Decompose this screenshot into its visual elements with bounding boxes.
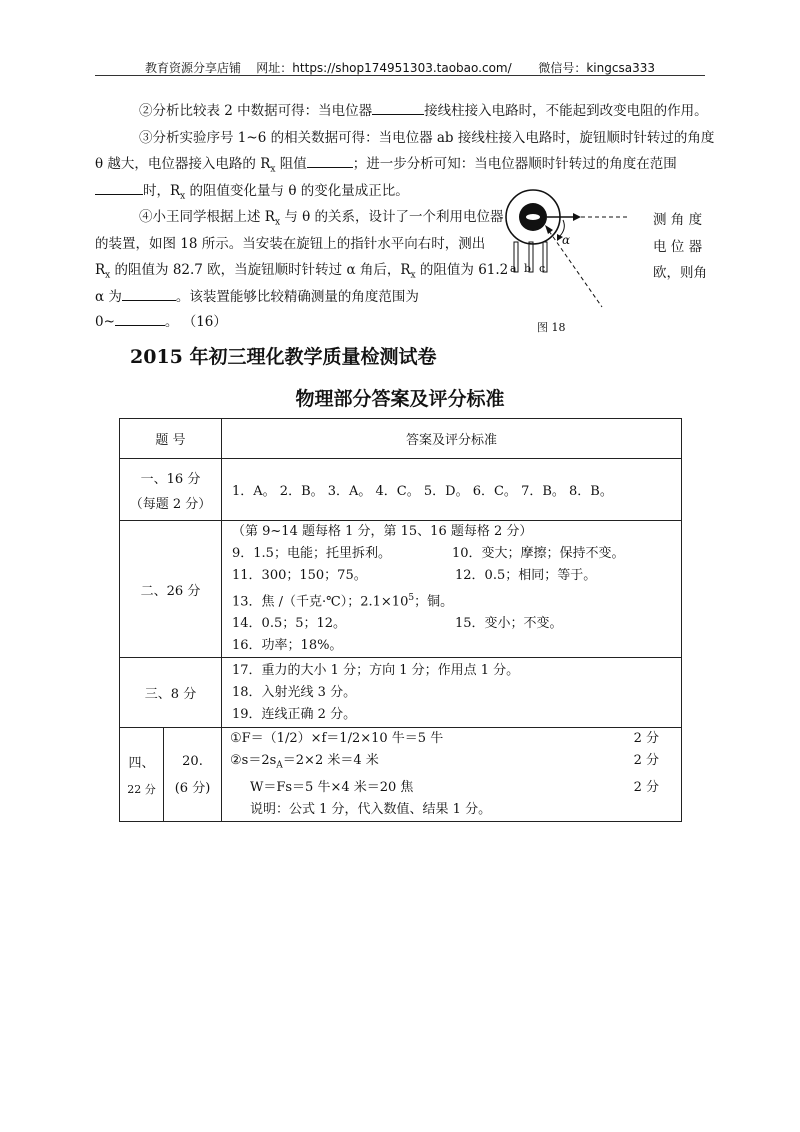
answer-line [232, 543, 681, 565]
text: 0~ [95, 314, 115, 330]
question-score: (6 分) [174, 780, 211, 796]
answer-item: W＝Fs＝5 牛×4 米＝20 焦 [250, 779, 414, 795]
section-score: 22 分 [127, 783, 156, 797]
answer-item: 10．变大；摩擦；保持不变。 [452, 546, 625, 561]
text: R [95, 262, 106, 278]
question-line-1 [139, 102, 708, 120]
answer-blank [372, 102, 424, 115]
figure-caption: 图 18 [537, 321, 566, 334]
figure-side-text-1: 测 角 度 [653, 212, 703, 228]
superscript: 5 [408, 593, 415, 603]
answer-line: 18．入射光线 3 分。 [232, 684, 357, 700]
question-line-5 [139, 208, 504, 232]
score-label: 2 分 [633, 753, 659, 769]
figure-side-text-3: 欧，则角 [653, 265, 707, 281]
answer-line: 19．连线正确 2 分。 [232, 706, 357, 722]
page-header [95, 59, 705, 76]
section-2-answers [222, 521, 682, 658]
wechat-id: 微信号：kingcsa333 [538, 61, 655, 75]
answer-item: 11．300；150；75。 [232, 568, 367, 583]
table-row [120, 658, 682, 728]
answer-item: ①F＝（1/2）×f＝1/2×10 牛＝5 牛 [230, 731, 444, 747]
table-row [120, 521, 682, 658]
question-line-7 [95, 261, 508, 285]
answer-item: 14．0.5；5；12。 [232, 616, 347, 632]
terminal-b: b [524, 262, 532, 275]
answer-blank [307, 155, 353, 168]
section-1-cell [120, 459, 222, 521]
score-label: 2 分 [633, 731, 659, 747]
text: ②分析比较表 2 中数据可得：当电位器 [139, 103, 373, 119]
subscript: x [410, 270, 416, 281]
text: ④小王同学根据上述 R [139, 209, 275, 225]
text: 阻值 [275, 156, 307, 172]
subscript: A [276, 760, 283, 771]
subscript: x [270, 164, 276, 175]
question-line-6 [95, 235, 485, 253]
answer-item: ②s＝2s [230, 753, 277, 769]
figure-side-text-2: 电 位 器 [653, 239, 703, 255]
terminal-c: c [539, 262, 546, 275]
subscript: x [180, 191, 186, 202]
text: 的装置，如图 18 所示。当安装在旋钮上的指针水平向右时，测出 [95, 236, 486, 252]
header-answer-criteria: 答案及评分标准 [222, 419, 682, 459]
potentiometer-figure [497, 187, 637, 315]
question-line-2 [139, 129, 714, 147]
section-note: （每题 2 分） [129, 496, 212, 512]
table-row [120, 459, 682, 521]
text: θ 越大，电位器接入电路的 R [95, 156, 271, 172]
section-label: 四、 [128, 756, 155, 772]
question-20-cell [164, 728, 222, 822]
answer-line [230, 750, 681, 777]
table-row [120, 728, 682, 822]
score-label: 2 分 [633, 779, 659, 795]
alpha-label: α [562, 233, 571, 247]
table-header-row [120, 419, 682, 459]
answer-item: ；铜。 [414, 594, 454, 610]
text: 的阻值为 82.7 欧，当旋钮顺时针转过 α 角后，R [110, 262, 411, 278]
text: 与 θ 的关系，设计了一个利用电位器 [280, 209, 504, 225]
section-2-cell: 二、26 分 [120, 521, 222, 658]
answer-line [232, 613, 681, 635]
answer-line: 说明：公式 1 分，代入数值、结果 1 分。 [250, 801, 492, 817]
answer-blank [95, 182, 143, 195]
subscript: x [105, 270, 111, 281]
answer-item: 9．1.5；电能；托里拆利。 [232, 546, 391, 561]
subscript: x [274, 217, 281, 228]
text: 。 （16） [164, 314, 227, 330]
section-label: 一、16 分 [140, 471, 201, 487]
shop-name: 教育资源分享店铺 [145, 61, 242, 75]
text: ；进一步分析可知：当电位器顺时针转过的角度在范围 [352, 156, 677, 172]
answer-item: 12．0.5；相同；等于。 [455, 568, 597, 583]
exam-title: 2015 年初三理化教学质量检测试卷 [130, 346, 437, 368]
question-line-3 [95, 155, 677, 179]
text: 的阻值变化量与 θ 的变化量成正比。 [185, 183, 409, 199]
answer-line [232, 565, 681, 587]
answer-line [230, 777, 681, 799]
section-4-cell [120, 728, 164, 822]
question-line-8 [95, 288, 419, 306]
question-line-9 [95, 313, 227, 331]
question-number: 20. [182, 753, 203, 769]
answer-table [119, 418, 682, 822]
text: 。该装置能够比较精确测量的角度范围为 [175, 289, 419, 305]
section-3-cell: 三、8 分 [120, 658, 222, 728]
answer-line: 17．重力的大小 1 分；方向 1 分；作用点 1 分。 [232, 662, 520, 678]
text: 接线柱接入电路时，不能起到改变电阻的作用。 [424, 103, 708, 119]
header-question-number: 题 号 [120, 419, 222, 459]
answer-blank [115, 313, 165, 326]
answer-line: （第 9~14 题每格 1 分，第 15、16 题每格 2 分） [232, 524, 533, 539]
text: 的阻值为 61.2 [415, 262, 509, 278]
answer-blank [122, 288, 176, 301]
answer-title: 物理部分答案及评分标准 [295, 388, 505, 410]
answer-line [232, 587, 681, 613]
shop-url: 网址：https://shop174951303.taobao.com/ [256, 61, 512, 75]
text: ③分析实验序号 1~6 的相关数据可得：当电位器 ab 接线柱接入电路时，旋钮顺时针转过的角度 [139, 130, 715, 146]
text: α 为 [95, 289, 122, 305]
answer-item: 15．变小；不变。 [455, 616, 563, 632]
section-1-answers: 1．A。 2．B。 3．A。 4．C。 5．D。 6．C。 7．B。 8．B。 [222, 459, 682, 521]
header-rule [95, 75, 705, 76]
answer-item: 13．焦 /（千克·℃）；2.1×10 [232, 594, 409, 610]
question-line-4 [95, 182, 409, 206]
text: 时，R [143, 183, 181, 199]
answer-line [230, 728, 681, 750]
answer-item: ＝2×2 米＝4 米 [282, 753, 379, 769]
question-20-answers [222, 728, 682, 822]
section-3-answers [222, 658, 682, 728]
answer-line: 16．功率；18%。 [232, 638, 343, 654]
terminal-a: a [510, 262, 517, 275]
